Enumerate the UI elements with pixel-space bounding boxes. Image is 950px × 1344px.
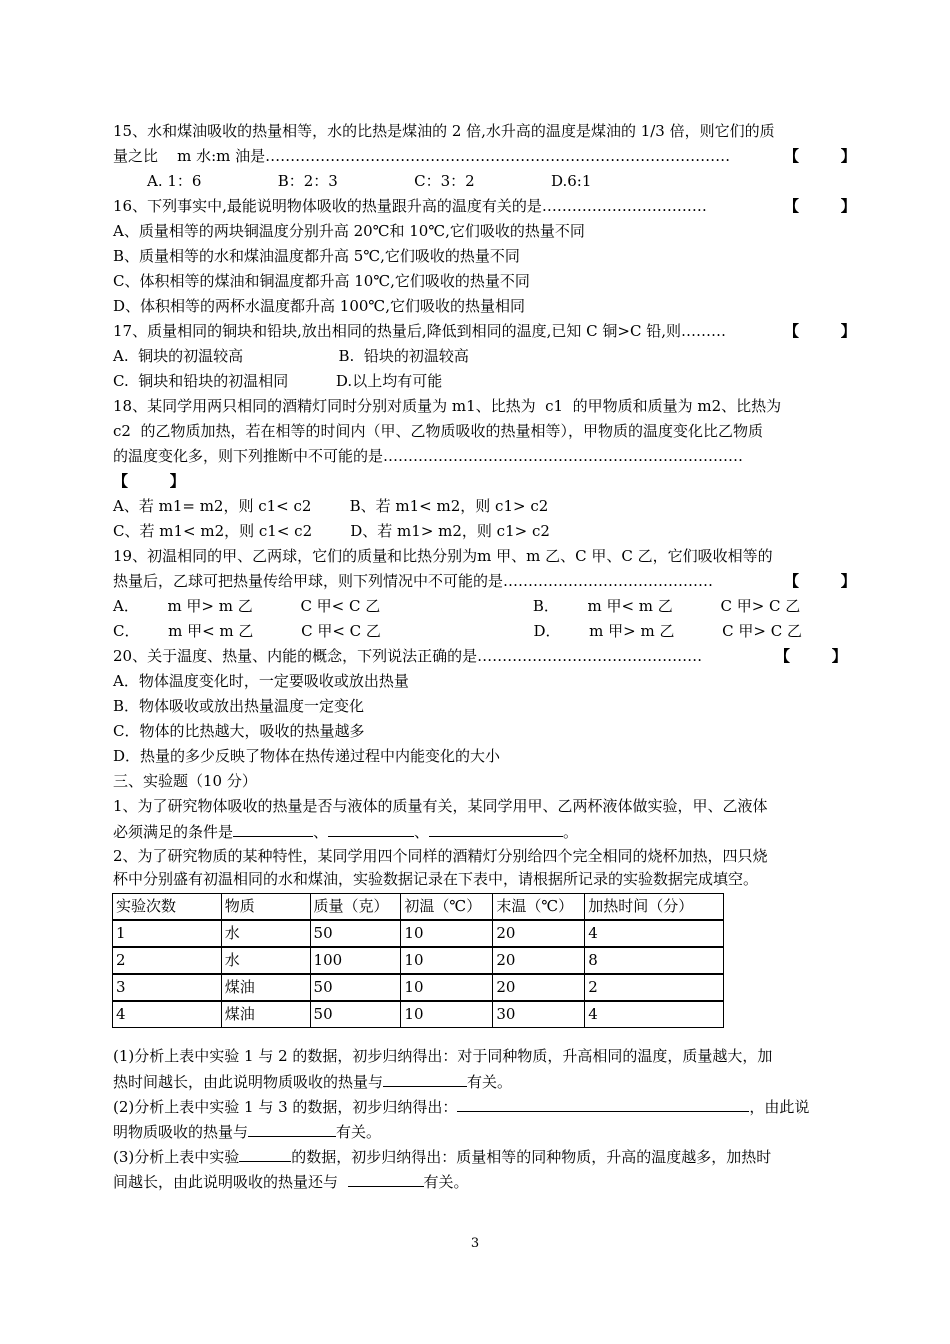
table-cell: 8	[585, 947, 724, 974]
table-cell: 30	[493, 1001, 585, 1028]
table-row	[113, 947, 724, 974]
q19-line2: 热量后，乙球可把热量传给甲球，则下列情况中不可能的是……………………………………	[113, 572, 714, 590]
prompt3-line2-text: 间越长，由此说明吸收的热量还与	[113, 1173, 348, 1191]
sentence-end: 。	[563, 823, 579, 841]
table-header-cell: 末温（℃）	[493, 894, 585, 921]
q18-options-cd: C、若 m1< m2，则 c1< c2 D、若 m1> m2，则 c1> c2	[113, 522, 550, 540]
q19-options-cd: C． m 甲< m 乙 C 甲< C 乙 D． m 甲> m 乙 C 甲> C 乙	[113, 622, 802, 640]
prompt1-line2	[113, 1071, 512, 1092]
q18-line3: 的温度变化多，则下列推断中不可能的是………………………………………………………………	[113, 447, 744, 465]
exp1-line2	[113, 821, 578, 842]
table-cell: 10	[401, 947, 493, 974]
blank-field[interactable]	[429, 821, 563, 837]
prompt2-line2-end: 有关。	[336, 1123, 382, 1141]
table-cell: 20	[493, 920, 585, 947]
table-cell: 20	[493, 947, 585, 974]
blank-field[interactable]	[457, 1096, 749, 1112]
q19-answer-bracket: 【 】	[784, 572, 856, 590]
table-header-cell: 加热时间（分）	[585, 894, 724, 921]
table-cell: 50	[310, 974, 401, 1001]
table-header-cell: 物质	[221, 894, 310, 921]
table-header-cell: 初温（℃）	[401, 894, 493, 921]
table-row	[113, 1001, 724, 1028]
q17-answer-bracket: 【 】	[784, 322, 856, 340]
q19-options-ab: A． m 甲> m 乙 C 甲< C 乙 B． m 甲< m 乙 C 甲> C 乙	[113, 597, 801, 615]
prompt2-line2-text: 明物质吸收的热量与	[113, 1123, 249, 1141]
table-row	[113, 974, 724, 1001]
q16-option-c: C、体积相等的煤油和铜温度都升高 10℃,它们吸收的热量不同	[113, 272, 530, 290]
q16-option-d: D、体积相等的两杯水温度都升高 100℃,它们吸收的热量相同	[113, 297, 525, 315]
q20-option-c: C．物体的比热越大，吸收的热量越多	[113, 722, 365, 740]
exp2-line2: 杯中分别盛有初温相同的水和煤油，实验数据记录在下表中，请根据所记录的实验数据完成填空。	[113, 870, 759, 888]
blank-field[interactable]	[348, 1171, 424, 1187]
table-cell: 100	[310, 947, 401, 974]
q17-stem: 17、质量相同的铜块和铅块,放出相同的热量后,降低到相同的温度,已知 C 铜>C 铅,则………	[113, 322, 726, 340]
table-cell: 4	[585, 1001, 724, 1028]
table-cell: 10	[401, 920, 493, 947]
blank-field[interactable]	[239, 1146, 291, 1162]
blank-field[interactable]	[328, 821, 414, 837]
table-cell: 10	[401, 974, 493, 1001]
q20-option-b: B．物体吸收或放出热量温度一定变化	[113, 697, 365, 715]
table-cell: 20	[493, 974, 585, 1001]
table-cell: 1	[113, 920, 222, 947]
prompt2-line1-text: (2)分析上表中实验 1 与 3 的数据，初步归纳得出：	[113, 1098, 458, 1116]
q17-options-cd: C. 铜块和铅块的初温相同 D.以上均有可能	[113, 372, 443, 390]
q18-answer-bracket: 【 】	[113, 472, 185, 490]
q18-line2: c2 的乙物质加热，若在相等的时间内（甲、乙物质吸收的热量相等），甲物质的温度变化比乙物质	[113, 422, 763, 440]
prompt1-line2-end: 有关。	[467, 1073, 513, 1091]
prompt2-line2	[113, 1121, 381, 1142]
prompt3-line2	[113, 1171, 469, 1192]
prompt2-line1	[113, 1096, 809, 1117]
table-cell: 水	[221, 947, 310, 974]
blank-field[interactable]	[248, 1121, 336, 1137]
q20-option-d: D．热量的多少反映了物体在热传递过程中内能变化的大小	[113, 747, 501, 765]
prompt1-line2-text: 热时间越长，由此说明物质吸收的热量与	[113, 1073, 384, 1091]
table-cell: 煤油	[221, 974, 310, 1001]
table-header-row	[113, 894, 724, 921]
table-cell: 10	[401, 1001, 493, 1028]
page-number: 3	[470, 1236, 480, 1251]
q15-line1: 15、水和煤油吸收的热量相等，水的比热是煤油的 2 倍,水升高的温度是煤油的 1/3 倍，则它们的质	[113, 122, 775, 140]
table-cell: 4	[585, 920, 724, 947]
q20-stem: 20、关于温度、热量、内能的概念，下列说法正确的是………………………………………	[113, 647, 703, 665]
q18-line1: 18、某同学用两只相同的酒精灯同时分别对质量为 m1、比热为 c1 的甲物质和质量为 m2、比热为	[113, 397, 782, 415]
blank-field[interactable]	[233, 821, 313, 837]
table-cell: 煤油	[221, 1001, 310, 1028]
prompt2-line1-end: ，由此说	[749, 1098, 810, 1116]
q20-option-a: A．物体温度变化时，一定要吸收或放出热量	[113, 672, 409, 690]
q18-options-ab: A、若 m1= m2，则 c1< c2 B、若 m1< m2，则 c1> c2	[113, 497, 549, 515]
q16-stem: 16、下列事实中,最能说明物体吸收的热量跟升高的温度有关的是……………………………	[113, 197, 707, 215]
q19-line1: 19、初温相同的甲、乙两球，它们的质量和比热分别为m 甲、m 乙、C 甲、C 乙，它们吸收相等的	[113, 547, 773, 565]
table-cell: 2	[113, 947, 222, 974]
table-cell: 50	[310, 920, 401, 947]
table-header-cell: 质量（克）	[310, 894, 401, 921]
q16-option-b: B、质量相等的水和煤油温度都升高 5℃,它们吸收的热量不同	[113, 247, 520, 265]
prompt3-line1	[113, 1146, 771, 1167]
exp2-line1: 2、为了研究物质的某种特性，某同学用四个同样的酒精灯分别给四个完全相同的烧杯加热，四只烧	[113, 847, 768, 865]
q17-options-ab: A. 铜块的初温较高 B. 铅块的初温较高	[113, 347, 469, 365]
experiment-data-table	[112, 893, 724, 1028]
table-cell: 水	[221, 920, 310, 947]
prompt1-line1: (1)分析上表中实验 1 与 2 的数据，初步归纳得出：对于同种物质，升高相同的温度，质量越大，加	[113, 1047, 773, 1065]
table-cell: 50	[310, 1001, 401, 1028]
exp1-line1: 1、为了研究物体吸收的热量是否与液体的质量有关，某同学用甲、乙两杯液体做实验，甲、乙液体	[113, 797, 768, 815]
table-row	[113, 920, 724, 947]
blank-field[interactable]	[383, 1071, 467, 1087]
table-cell: 3	[113, 974, 222, 1001]
q15-answer-bracket: 【 】	[784, 147, 856, 165]
separator: 、	[414, 823, 430, 841]
prompt3-line1-end: 的数据，初步归纳得出：质量相等的同种物质，升高的温度越多，加热时	[291, 1148, 772, 1166]
exp1-line2-text: 必须满足的条件是	[113, 823, 234, 841]
section-3-heading: 三、实验题（10 分）	[113, 772, 257, 790]
q20-answer-bracket: 【 】	[775, 647, 847, 665]
prompt3-line2-end: 有关。	[423, 1173, 469, 1191]
q16-option-a: A、质量相等的两块铜温度分别升高 20℃和 10℃,它们吸收的热量不同	[113, 222, 585, 240]
q15-line2: 量之比 m 水:m 油是…………………………………………………………………………………	[113, 147, 731, 165]
prompt3-line1-text: (3)分析上表中实验	[113, 1148, 240, 1166]
table-cell: 4	[113, 1001, 222, 1028]
table-header-cell: 实验次数	[113, 894, 222, 921]
table-cell: 2	[585, 974, 724, 1001]
separator: 、	[313, 823, 329, 841]
q16-answer-bracket: 【 】	[784, 197, 856, 215]
q15-options: A. 1：6 B：2：3 C：3：2 D.6:1	[147, 172, 592, 190]
